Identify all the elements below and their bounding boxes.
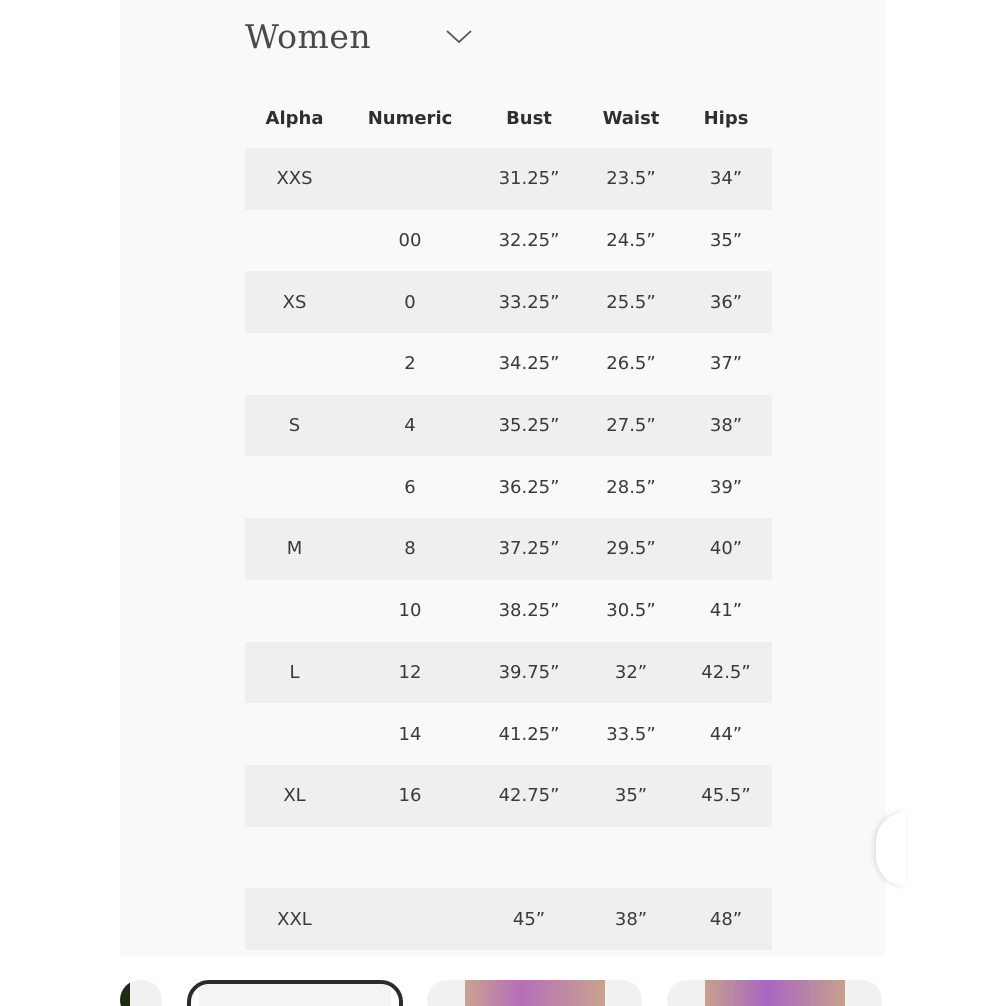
waist-cell: 23.5” [606,168,656,190]
waist-cell: 30.5” [606,600,656,622]
size-table [245,88,772,950]
waist-cell: 32” [614,661,648,683]
bust-cell: 42.75” [498,785,560,807]
numeric-cell: 12 [398,661,422,683]
alpha-cell: XL [283,785,306,807]
bust-cell: 38.25” [498,600,560,622]
numeric-cell: 4 [404,415,416,437]
waist-cell: 27.5” [606,415,656,437]
table-row [245,580,772,642]
table-row [245,333,772,395]
hips-cell: 36” [709,291,743,313]
bust-cell: 31.25” [498,168,560,190]
table-row [245,888,772,950]
bust-cell: 45” [512,908,546,930]
waist-cell: 35” [614,785,648,807]
hips-cell: 35” [709,230,743,252]
waist-cell: 24.5” [606,230,656,252]
bust-cell: 36.25” [498,476,560,498]
table-spacer [245,827,772,889]
category-title: Women [245,16,372,56]
hips-cell: 42.5” [701,661,751,683]
numeric-cell: 14 [398,723,422,745]
waist-cell: 33.5” [606,723,656,745]
waist-cell: 26.5” [606,353,656,375]
hips-cell: 48” [709,908,743,930]
alpha-cell: M [286,538,303,560]
alpha-cell: L [289,661,300,683]
hips-cell: 37” [709,353,743,375]
hips-cell: 44” [709,723,743,745]
thumbnail-image [120,980,130,1006]
alpha-cell: XXL [277,908,312,930]
hips-cell: 39” [709,476,743,498]
column-header-bust: Bust [506,107,552,129]
waist-cell: 38” [614,908,648,930]
bust-cell: 32.25” [498,230,560,252]
table-row [245,456,772,518]
thumbnail-item[interactable] [120,980,162,1006]
table-row [245,518,772,580]
column-header-waist: Waist [602,107,660,129]
table-header-row [245,88,772,148]
bust-cell: 35.25” [498,415,560,437]
table-row [245,703,772,765]
hips-cell: 38” [709,415,743,437]
waist-cell: 29.5” [606,538,656,560]
hips-cell: 45.5” [701,785,751,807]
table-row [245,271,772,333]
table-row [245,395,772,457]
alpha-cell: XS [282,291,307,313]
numeric-cell: 00 [398,230,422,252]
column-header-hips: Hips [703,107,749,129]
bust-cell: 41.25” [498,723,560,745]
category-header [245,12,371,60]
thumbnail-item[interactable] [427,980,642,1006]
table-row [245,642,772,704]
numeric-cell: 2 [404,353,416,375]
column-header-alpha: Alpha [265,107,324,129]
bust-cell: 39.75” [498,661,560,683]
numeric-cell: 6 [404,476,416,498]
thumbnail-item[interactable] [667,980,882,1006]
waist-cell: 25.5” [606,291,656,313]
thumbnail-image [199,984,391,1006]
alpha-cell: S [288,415,301,437]
hips-cell: 34” [709,168,743,190]
chevron-down-icon[interactable] [444,26,474,46]
column-header-numeric: Numeric [367,107,453,129]
thumbnail-image [705,980,845,1006]
bust-cell: 37.25” [498,538,560,560]
table-row [245,148,772,210]
thumbnail-strip [0,976,1006,1006]
table-row [245,765,772,827]
numeric-cell: 0 [404,291,416,313]
numeric-cell: 10 [398,600,422,622]
numeric-cell: 16 [398,785,422,807]
alpha-cell: XXS [276,168,313,190]
table-row [245,210,772,272]
thumbnail-item-selected[interactable] [187,980,403,1006]
thumbnail-image [465,980,605,1006]
hips-cell: 40” [709,538,743,560]
numeric-cell: 8 [404,538,416,560]
hips-cell: 41” [709,600,743,622]
bust-cell: 33.25” [498,291,560,313]
bust-cell: 34.25” [498,353,560,375]
waist-cell: 28.5” [606,476,656,498]
